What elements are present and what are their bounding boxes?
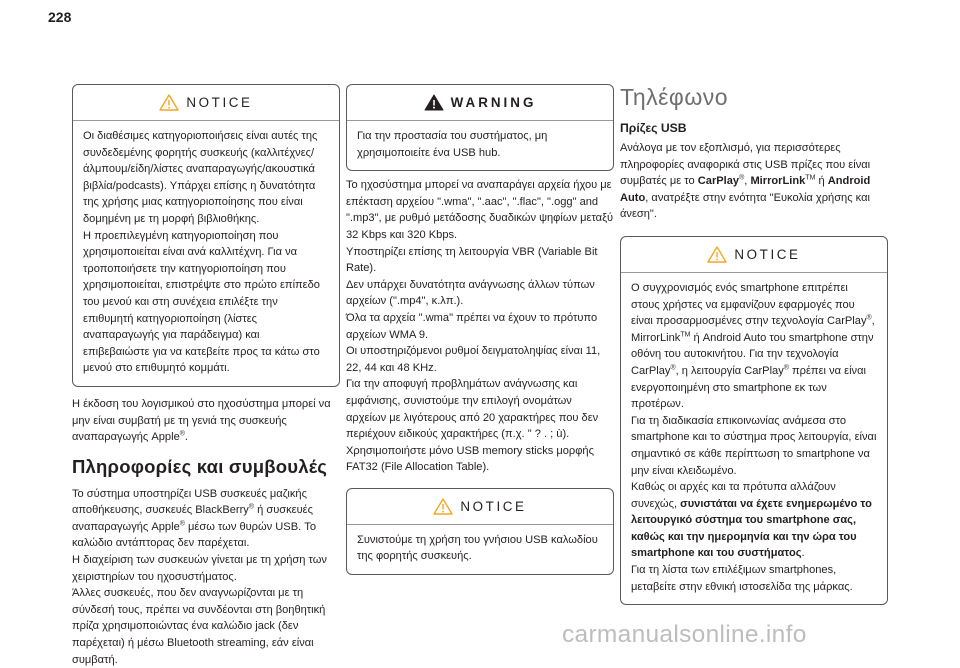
column-middle (346, 84, 614, 575)
column-right (620, 84, 888, 605)
column-left (72, 84, 340, 668)
notice-text-3: Ο συγχρονισμός ενός smartphone επιτρέπει στους χρήστες να εμφανίζουν εφαρμογές που είναι προσαρμοσμένες στην τεχνολογία CarPlay®, MirrorLink™ ή Android Auto του smartphone στην οθόνη του αυτοκινήτου. Για την τεχνολογία CarPlay®, η λειτουργία CarPlay® πρέπει να είναι ενεργοποιημένη στο smartphone εκ των προτέρων. Για τη διαδικασία επικοινωνίας ανάμεσα στο smartphone και το σύστημα προς λειτουργία, είναι σημαντικό σε κάθε περίπτωση το smartphone να μην είναι κλειδωμένο. Καθώς οι αρχές και τα πρότυπα αλλάζουν συνεχώς, συνιστάται να έχετε ενημερωμένο το λειτουργικό σύστημα του smartphone σας, καθώς και την ημερομηνία και την ώρα του smartphone και του συστήματος. Για τη λίστα των επιλέξιμων smartphones, μεταβείτε στην εθνική ιστοσελίδα της μάρκας. (631, 281, 877, 593)
notice-box-3 (620, 236, 888, 605)
software-note: Η έκδοση του λογισμικού στο ηχοσύστημα μπορεί να μην είναι συμβατή με τη γενιά της συσκευής αναπαραγωγής Apple®. (72, 397, 331, 444)
notice-box-2 (346, 488, 614, 575)
notice-text: Οι διαθέσιμες κατηγοριοποιήσεις είναι αυτές της συνδεδεμένης φορητής συσκευής (καλλιτέχνες/άλμπουμ/είδη/λίστες αναπαραγωγής/ακουστικά βιβλία/podcasts). Υπάρχει επίσης η δυνατότητα της χρήσης μιας κατηγοριοποίησης που είναι δομημένη με τη μορφή βιβλιοθήκης. Η προεπιλεγμένη κατηγοριοποίηση που χρησιμοποιείται είναι ανά καλλιτέχνη. Για να τροποποιήσετε την κατηγοριοποίηση που χρησιμοποιείται, επιστρέψτε στο πρώτο επίπεδο του μενού και στη συνέχεια επιλέξτε την επιθυμητή κατηγοριοποίηση (λίστες αναπαραγωγής για παράδειγμα) και επιβεβαιώστε για να κατεβείτε προς τα κάτω στο μενού στο επιθυμητό κομμάτι. (83, 130, 320, 375)
info-paragraph-3: Άλλες συσκευές, που δεν αναγνωρίζονται με τη σύνδεσή τους, πρέπει να συνδέονται στη βοηθητική πρίζα χρησιμοποιώντας ένα καλώδιο jack (δεν παρέχεται) ή μέσω Bluetooth streaming, εάν είναι συμβατή. (72, 587, 326, 666)
usb-subheading: Πρίζες USB (620, 121, 687, 135)
notice-box (72, 84, 340, 387)
info-heading: Πληροφορίες και συμβουλές (72, 455, 328, 477)
warning-header (347, 85, 613, 121)
notice-title-2: NOTICE (460, 498, 527, 514)
warning-text: Για την προστασία του συστήματος, μη χρησιμοποιείτε ένα USB hub. (357, 130, 548, 159)
usb-paragraph: Ανάλογα με τον εξοπλισμό, για περισσότερες πληροφορίες αναφορικά στις USB πρίζες που είναι συμβατές με το CarPlay®, MirrorLink™ ή Android Auto, ανατρέξτε στην ενότητα "Ευκολία χρήσης και άνεση". (620, 142, 871, 221)
info-paragraph-2: Η διαχείριση των συσκευών γίνεται με τη χρήση των χειριστηρίων του ηχοσυστήματος. (72, 554, 327, 583)
warning-triangle-filled-icon (424, 94, 444, 111)
warning-triangle-icon (433, 498, 453, 515)
notice-header-2 (347, 489, 613, 525)
audio-formats-text: Το ηχοσύστημα μπορεί να αναπαράγει αρχεία ήχου με επέκταση αρχείου ".wma", ".aac", ".flac", ".ogg" and ".mp3", με ρυθμό μετάδοσης δυαδικών ψηφίων μεταξύ 32 Kbps και 320 Kbps. Υποστηρίζει επίσης τη λειτουργία VBR (Variable Bit Rate). Δεν υπάρχει δυνατότητα ανάγνωσης άλλων τύπων αρχείων (".mp4", κ.λπ.). Όλα τα αρχεία ".wma" πρέπει να έχουν το πρότυπο αρχείων WMA 9. Οι υποστηριζόμενοι ρυθμοί δειγματοληψίας είναι 11, 22, 44 και 48 KHz. Για την αποφυγή προβλημάτων ανάγνωσης και εμφάνισης, συνιστούμε την επιλογή ονομάτων αρχείων με λιγότερους από 20 χαρακτήρες που δεν περιέχουν ειδικούς χαρακτήρες (π.χ. " ? . ; ù). Χρησιμοποιήστε μόνο USB memory sticks μορφής FAT32 (File Allocation Table). (346, 179, 614, 474)
page-number: 228 (48, 9, 72, 25)
warning-title: WARNING (450, 95, 537, 110)
phone-heading: Τηλέφωνο (620, 84, 729, 110)
notice-header-3 (621, 237, 887, 273)
notice-title: NOTICE (186, 95, 253, 110)
info-paragraph-1: Το σύστημα υποστηρίζει USB συσκευές μαζικής αποθήκευσης, συσκευές BlackBerry® ή συσκευές αναπαραγωγής Apple® μέσω των θυρών USB. Το καλώδιο αντάπτορας δεν παρέχεται. (72, 487, 316, 550)
notice-header (73, 85, 339, 121)
watermark: carmanualsonline.info (562, 621, 807, 648)
notice-title-3: NOTICE (734, 246, 801, 262)
warning-box (346, 84, 614, 171)
warning-triangle-icon (707, 246, 727, 263)
notice-text-2: Συνιστούμε τη χρήση του γνήσιου USB καλωδίου της φορητής συσκευής. (357, 533, 598, 563)
warning-triangle-icon (159, 94, 179, 111)
